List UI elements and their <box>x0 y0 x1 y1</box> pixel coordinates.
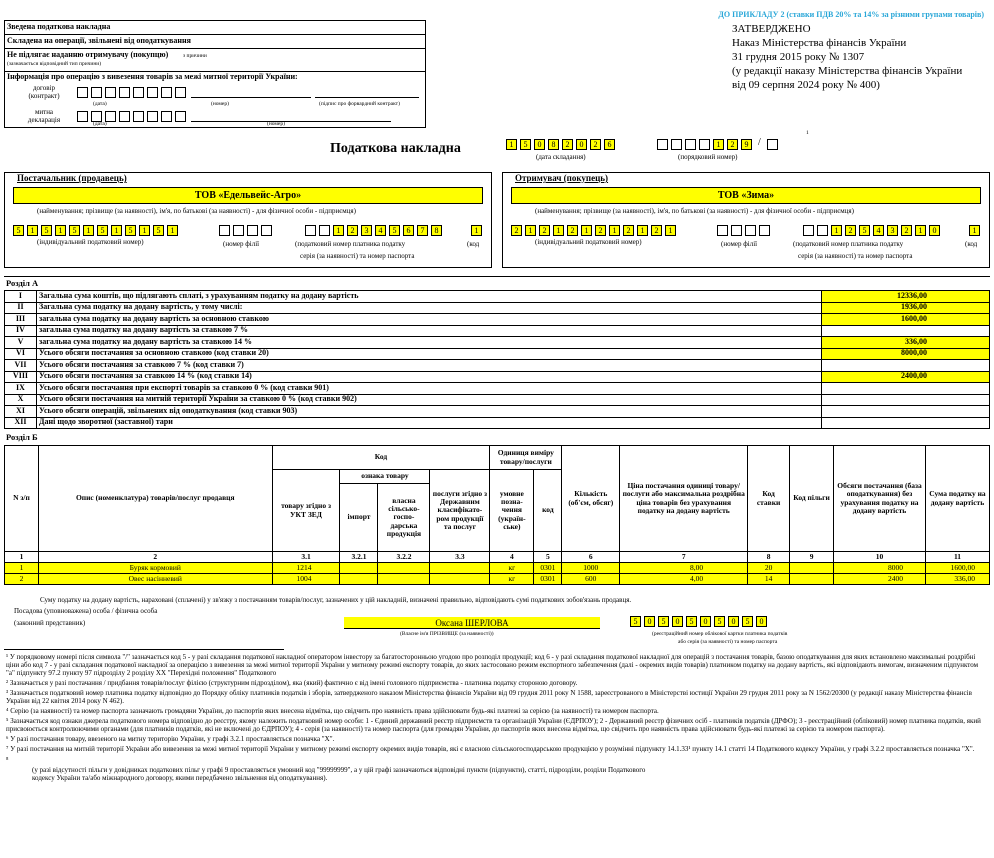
footnote: ³ Зазначається податковий номер платника податку відповідно до Порядку обліку платників податків і зборів, затвердженого наказом Міністерства фінансів України від 09 грудня 2011 року N 1588, зареєстрованого в Міністерстві юстиції України 29 грудня 2011 року за N 1562/20300 (у редакції наказу Міністерства фінансів України від 22 квітня 2014 року N 462). <box>6 689 972 706</box>
buyer-code-cells: 1 2 5 4 3 2 1 0 <box>803 225 943 236</box>
number-cells: 1 2 9 <box>657 139 755 150</box>
section-a-row <box>5 325 990 337</box>
cell-rate: 14 <box>748 574 790 585</box>
section-a-row-text: Усього обсяги постачання за основною ставкою (код ставки 20) <box>36 348 821 360</box>
approval-line: від 09 серпня 2024 року № 400) <box>732 79 880 91</box>
buyer-name: ТОВ «Зима» <box>511 187 981 204</box>
column-number: 9 <box>790 552 834 563</box>
col-qty: Кількість (об'єм, обсяг) <box>562 446 620 552</box>
supplier-code-label: (податковий номер платника податку <box>295 240 406 248</box>
approval-line: 31 грудня 2015 року № 1307 <box>732 51 865 63</box>
contract-cells <box>77 87 189 98</box>
section-a-row <box>5 360 990 372</box>
footnote: ⁵ Зазначається код ознаки джерела податкового номера відповідно до реєстру, якому належить податковий номер особи: 1 - Єдиний державний реєстр підприємств та організацій України (ЄДРПОУ); 2 - Державний реєстр фізичних осіб - платників податків (ДРФО); 3 - реєстраційний (обліковий) номер платника податків, який присвоюється контролюючими органами (для платників податків, які не включені до ЄДРПОУ); 4 - серія (за наявності) та номер паспорта (для громадян України, до паспортів яких внесена відмітка, що свідчить про наявність права здійснювати будь-які платежі за серією та номером паспорта). <box>6 717 981 734</box>
section-a-row <box>5 337 990 349</box>
contract-number-hint: (номер) <box>211 101 229 107</box>
forwarder-hint: (підпис про форвардний контракт) <box>319 101 400 107</box>
footnote: ¹ У порядковому номері після символа "/" зазначається код 5 - у разі складання податкової накладної оператором інвестору за багатосторонньою угодою про розподіл продукції; код 6 - у разі складання податкової накладної для операцій з постачання товарів, базою оподаткування для яких встановлено максимальні роздрібні ціни або код 7 - у разі складання податкової накладної за операцією з вивезення за межі митної території України у митному режимі експорту товарів, до яких застосовано режим експортного забезпечення (далі - окремих видів товарів) платником податку на додану вартість, які відповідають вимогам, визначеним підпунктом "а" підпункту 97.2 пункту 97 підрозділу 2 розділу XX "Перехідні положення" Податкового <box>6 653 979 678</box>
cell-n: 1 <box>5 563 39 574</box>
section-a-row <box>5 291 990 303</box>
section-a-row <box>5 314 990 326</box>
number-label: (порядковий номер) <box>678 153 738 161</box>
cell-vol: 2400 <box>834 574 926 585</box>
cell-ucode: 0301 <box>534 574 562 585</box>
section-a-row-text: Загальна сума податку на додану вартість, у тому числі: <box>36 302 821 314</box>
reg-hint2: або серія (за наявності) та номер паспорта <box>678 639 778 645</box>
buyer-code-label2: серія (за наявності) та номер паспорта <box>798 252 913 260</box>
page-title: Податкова накладна <box>330 141 461 156</box>
footnote: ⁷ У разі постачання на митній території України або вивезення за межі митної території України у митному режимі експорту окремих видів товарів, які є власною сільськогосподарською продукцією у розумінні підпункту 14.1.33¹ пункту 14.1 статті 14 Податкового кодексу України, у графі 3.2.2 проставляється позначка "Х". <box>6 745 975 754</box>
section-a-row-number: V <box>5 337 37 349</box>
approval-line: ЗАТВЕРДЖЕНО <box>732 23 811 35</box>
buyer-kod-label: (код <box>965 240 978 248</box>
section-a-row-value: 336,00 <box>822 337 990 349</box>
appendix-note: ДО ПРИКЛАДУ 2 (ставки ПДВ 20% та 14% за різними групами товарів) <box>718 10 984 19</box>
column-number: 4 <box>490 552 534 563</box>
section-a-row <box>5 348 990 360</box>
cell-agro <box>378 563 430 574</box>
supplier-block <box>4 172 492 268</box>
buyer-heading: Отримувач (покупець) <box>515 173 609 183</box>
footnote: ⁶ У разі постачання товару, ввезеного на митну територію України, у графі 3.2.1 проставляється позначка "Х". <box>6 735 335 744</box>
section-a-row-value: 1936,00 <box>822 302 990 314</box>
signature-position: Посадова (уповноважена) особа / фізична особа <box>14 607 158 615</box>
section-a-row-number: III <box>5 314 37 326</box>
cell-n: 2 <box>5 574 39 585</box>
cell-vol: 8000 <box>834 563 926 574</box>
cell-uktzed: 1214 <box>272 563 340 574</box>
section-a-row-number: II <box>5 302 37 314</box>
column-number: 6 <box>562 552 620 563</box>
reg-hint: (реєстраційний номер облікової картки платника податків <box>652 631 788 637</box>
section-a-row-value <box>822 360 990 372</box>
footnote: (у разі відсутності пільги у довідниках податкових пільг у графі 9 проставляється умовний код "99999999", а у цій графі зазначаються відповідні пункти (підпункти), статті, підрозділи, розділи Податкового кодексу України та/або міжнародного договору, якими передбачено звільнення від оподаткування). <box>32 765 646 782</box>
approval-block <box>732 22 962 92</box>
reason-hint: (зазначається відповідний тип причини) <box>7 61 102 67</box>
col-uktzed: товару згідно з УКТ ЗЕД <box>272 470 340 552</box>
section-a-row-number: XI <box>5 406 37 418</box>
buyer-branch-label: (номер філії <box>721 240 758 248</box>
customs-number-hint: (номер) <box>267 121 285 127</box>
cell-svc <box>430 563 490 574</box>
not-given-label: Не підлягає наданню отримувачу (покупцю) <box>7 50 169 59</box>
col-rate: Код ставки <box>748 446 790 552</box>
customs-label: митна декларація <box>27 108 61 124</box>
col-services: послуги згідно з Державним класифікато-ром продукції та послуг <box>430 470 490 552</box>
section-a-row-number: XII <box>5 417 37 429</box>
col-benefit: Код пільги <box>790 446 834 552</box>
section-a-row-text: Дані щодо зворотної (заставної) тари <box>36 417 821 429</box>
column-number: 10 <box>834 552 926 563</box>
column-number: 3.1 <box>272 552 340 563</box>
section-a-row <box>5 371 990 383</box>
cell-vat: 1600,00 <box>925 563 989 574</box>
section-a-row-text: Загальна сума коштів, що підлягають сплаті, з урахуванням податку на додану вартість <box>36 291 821 303</box>
section-a-row-number: VIII <box>5 371 37 383</box>
section-b-table <box>4 445 990 585</box>
col-unit: Одиниця виміру товару/послуги <box>490 446 562 470</box>
column-number: 3.3 <box>430 552 490 563</box>
section-a-row <box>5 302 990 314</box>
col-import: імпорт <box>340 484 378 552</box>
section-a-row-text: загальна сума податку на додану вартість за ставкою 14 % <box>36 337 821 349</box>
section-a-row-value <box>822 383 990 395</box>
reason-label: з причини <box>183 53 207 59</box>
col-volume: Обсяги постачання (база оподаткування) без урахування податку на додану вартість <box>834 446 926 552</box>
supplier-kod-cell: 1 <box>471 225 485 236</box>
approval-line: Наказ Міністерства фінансів України <box>732 37 907 49</box>
buyer-code-label: (податковий номер платника податку <box>793 240 904 248</box>
date-cells: 1 5 0 8 2 0 2 6 <box>506 139 618 150</box>
section-a-row-number: X <box>5 394 37 406</box>
section-a-row-text: Усього обсяги постачання на митній території України за ставкою 0 % (код ставки 902) <box>36 394 821 406</box>
supplier-kod-label: (код <box>467 240 480 248</box>
cell-name: Буряк кормовий <box>38 563 272 574</box>
cell-qty: 1000 <box>562 563 620 574</box>
col-vat: Сума податку на додану вартість <box>925 446 989 552</box>
supplier-code-label2: серія (за наявності) та номер паспорта <box>300 252 415 260</box>
column-number: 3.2.2 <box>378 552 430 563</box>
table-row <box>5 563 990 574</box>
column-number: 3.2.1 <box>340 552 378 563</box>
contract-date-hint: (дата) <box>93 101 107 107</box>
number-superscript: 1 <box>806 130 809 136</box>
signature-statement: Суму податку на додану вартість, нараховані (сплачені) у зв'язку з постачанням товарів/послуг, зазначених у цій накладній, визначені правильно, відповідають сумі податкових зобов'язань продавця. <box>40 596 632 604</box>
buyer-block <box>502 172 990 268</box>
buyer-ipn-label: (індивідуальний податковий номер) <box>535 238 642 246</box>
cell-ben <box>790 574 834 585</box>
footnotes <box>6 653 986 782</box>
section-a-row <box>5 417 990 429</box>
footnote: ⁸ <box>6 755 9 764</box>
cell-unit: кг <box>490 563 534 574</box>
cell-ucode: 0301 <box>534 563 562 574</box>
col-n: N з/п <box>5 446 39 552</box>
buyer-kod-cell: 1 <box>969 225 983 236</box>
column-number: 2 <box>38 552 272 563</box>
section-a-row-text: Усього обсяги постачання за ставкою 7 % (код ставки 7) <box>36 360 821 372</box>
section-a-table <box>4 290 990 429</box>
section-a-row-text: загальна сума податку на додану вартість за ставкою 7 % <box>36 325 821 337</box>
buyer-branch-cells <box>717 225 773 236</box>
section-a-row-number: VII <box>5 360 37 372</box>
section-a-row-number: I <box>5 291 37 303</box>
col-agro: власна сільсько-госпо-дарська продукція <box>378 484 430 552</box>
cell-price: 8,00 <box>620 563 748 574</box>
supplier-branch-cells <box>219 225 275 236</box>
cell-imp <box>340 574 378 585</box>
cell-svc <box>430 574 490 585</box>
signer-hint: (Власне ім'я ПРІЗВИЩЕ (за наявності)) <box>400 631 494 637</box>
section-a-title: Розділ А <box>6 278 39 288</box>
section-a-row-text: Усього обсяги постачання за ставкою 14 % (код ставки 14) <box>36 371 821 383</box>
section-a-row-value: 2400,00 <box>822 371 990 383</box>
reg-number-cells: 5 0 5 0 5 0 5 0 5 0 <box>630 616 770 627</box>
column-number: 7 <box>620 552 748 563</box>
footnote: ⁴ Серію (за наявності) та номер паспорта зазначають громадяни України, до паспортів яких внесена відмітка, що свідчить про наявність права здійснювати будь-які платежі за серією (за наявності) та номером паспорта. <box>6 707 659 716</box>
consolidated-label: Зведена податкова накладна <box>7 22 111 31</box>
col-sign: ознака товару <box>340 470 430 484</box>
column-number: 11 <box>925 552 989 563</box>
table-row <box>5 574 990 585</box>
section-a-row-value: 1600,00 <box>822 314 990 326</box>
section-a-row-value <box>822 406 990 418</box>
contract-label: договір (контракт) <box>28 84 60 100</box>
supplier-code-cells: 1 2 3 4 5 6 7 8 <box>305 225 445 236</box>
col-price: Ціна постачання одиниці товару/послуги або максимальна роздрібна ціна товарів без урахування податку на додану вартість <box>620 446 748 552</box>
section-a-row-text: загальна сума податку на додану вартість за основною ставкою <box>36 314 821 326</box>
header-left-block <box>4 20 426 128</box>
supplier-branch-label: (номер філії <box>223 240 260 248</box>
cell-rate: 20 <box>748 563 790 574</box>
col-name: Опис (номенклатура) товарів/послуг продавця <box>38 446 272 552</box>
section-a-row-number: IV <box>5 325 37 337</box>
section-b-title: Розділ Б <box>6 432 38 442</box>
buyer-ipn-cells: 2 1 2 1 2 1 2 1 2 1 2 1 <box>511 225 679 236</box>
column-number: 8 <box>748 552 790 563</box>
cell-unit: кг <box>490 574 534 585</box>
cell-price: 4,00 <box>620 574 748 585</box>
buyer-name-hint: (найменування; прізвище (за наявності), ім'я, по батькові (за наявності) - для фізичної особи - підприємця) <box>535 207 854 215</box>
cell-ben <box>790 563 834 574</box>
col-unit-code: код <box>534 470 562 552</box>
col-unit-name: умовне позна-чення (україн-ське) <box>490 470 534 552</box>
supplier-ipn-label: (індивідуальний податковий номер) <box>37 238 144 246</box>
date-label: (дата складання) <box>536 153 586 161</box>
signer-name: Оксана ШЕРЛОВА <box>344 617 600 629</box>
column-number: 5 <box>534 552 562 563</box>
footnote: ² Зазначається у разі постачання / придбання товарів/послуг філією (структурним підрозділом), яка (який) фактично є від імені головного підприємства - платника податку стороною договору. <box>6 679 578 688</box>
section-a-row-number: VI <box>5 348 37 360</box>
cell-imp <box>340 563 378 574</box>
section-a-row-value: 8000,00 <box>822 348 990 360</box>
supplier-name-hint: (найменування; прізвище (за наявності), ім'я, по батькові (за наявності) - для фізичної особи - підприємця) <box>37 207 356 215</box>
cell-uktzed: 1004 <box>272 574 340 585</box>
section-a-row <box>5 383 990 395</box>
section-a-row-text: Усього обсяги постачання при експорті товарів за ставкою 0 % (код ставки 901) <box>36 383 821 395</box>
section-a-row-value <box>822 325 990 337</box>
column-number: 1 <box>5 552 39 563</box>
supplier-ipn-cells: 5 1 5 1 5 1 5 1 5 1 5 1 <box>13 225 181 236</box>
cell-qty: 600 <box>562 574 620 585</box>
section-a-row <box>5 406 990 418</box>
cell-vat: 336,00 <box>925 574 989 585</box>
section-a-row-value: 12336,00 <box>822 291 990 303</box>
signature-rep: (законний представник) <box>14 619 86 627</box>
cell-agro <box>378 574 430 585</box>
exempt-label: Складена на операції, звільнені від оподаткування <box>7 36 191 45</box>
export-info-label: Інформація про операцію з вивезення товарів за межі митної території України: <box>7 72 298 81</box>
supplier-heading: Постачальник (продавець) <box>17 173 127 183</box>
section-a-row-number: IX <box>5 383 37 395</box>
approval-line: (у редакції наказу Міністерства фінансів України <box>732 65 963 77</box>
customs-date-hint: (дата) <box>93 121 107 127</box>
section-a-row-value <box>822 417 990 429</box>
section-a-row <box>5 394 990 406</box>
supplier-name: ТОВ «Едельвейс-Агро» <box>13 187 483 204</box>
section-a-row-value <box>822 394 990 406</box>
col-code: Код <box>272 446 490 470</box>
section-a-row-text: Усього обсяги операцій, звільнених від оподаткування (код ставки 903) <box>36 406 821 418</box>
cell-name: Овес насінневий <box>38 574 272 585</box>
